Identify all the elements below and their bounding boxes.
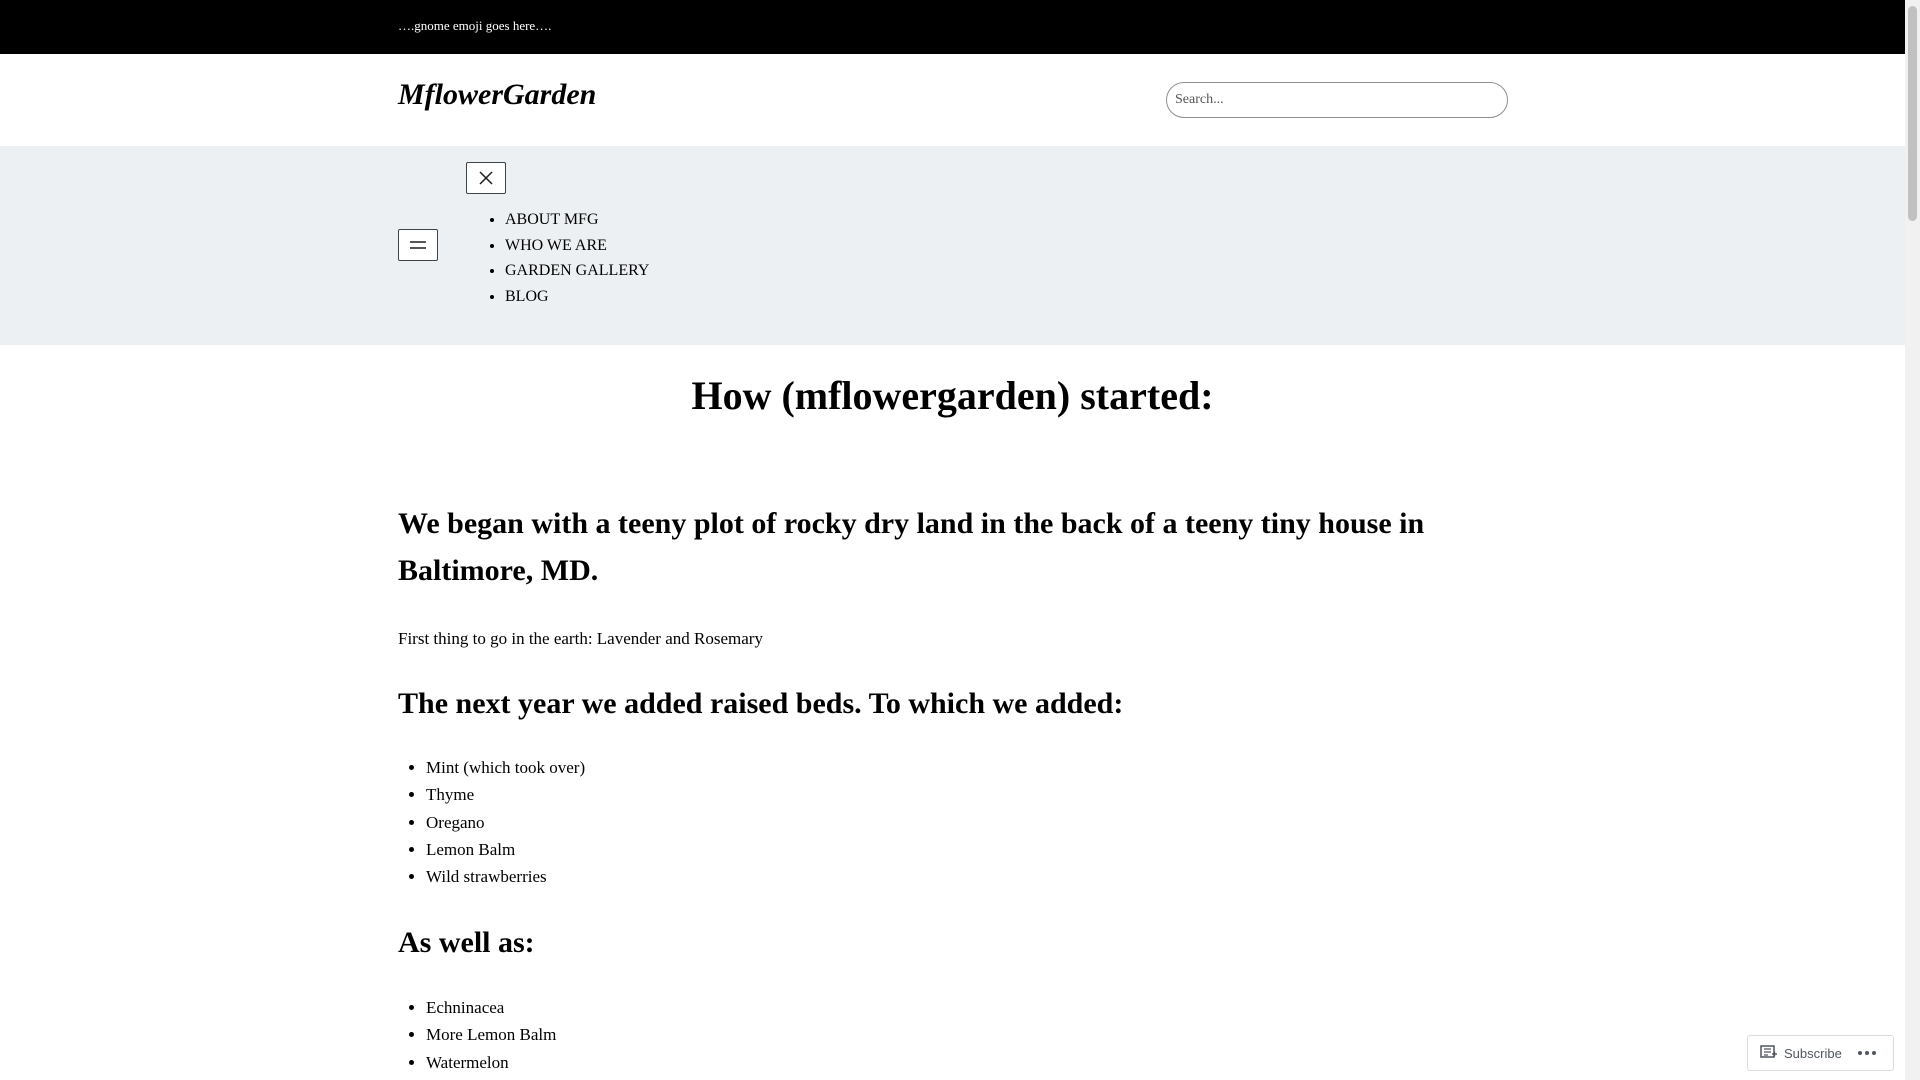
nav-link-garden-gallery[interactable]: GARDEN GALLERY [505,262,650,279]
scrollbar-thumb[interactable] [1908,6,1917,221]
heading-began: We began with a teeny plot of rocky dry land in the back of a teeny tiny house in Baltimore, MD. [398,507,1425,587]
nav-item-who-we-are [505,237,649,263]
site-title[interactable]: MflowerGarden [398,78,597,111]
list-item: • Watermelon [426,1051,556,1078]
subscribe-label: Subscribe [1784,1045,1842,1061]
close-icon [478,170,494,186]
open-menu-button[interactable] [398,229,438,261]
list-item: • Echninacea [426,996,556,1023]
close-menu-button[interactable] [466,162,506,194]
subscribe-button[interactable] [1748,1036,1850,1070]
nav-link-who-we-are[interactable]: WHO WE ARE [505,236,607,254]
search-input[interactable] [1166,82,1508,118]
nav-item-about-mfg [505,211,649,237]
top-announcement-bar [0,0,1905,54]
nav-item-blog [505,288,649,314]
heading-as-well-as: As well as: [398,926,535,959]
subscribe-bar [1747,1035,1894,1071]
menu-icon [409,239,427,251]
nav-link-about-mfg[interactable]: ABOUT MFG [505,211,599,228]
first-thing-paragraph: First thing to go in the earth: Lavender and Rosemary [398,629,763,648]
list-item: • Lemon Balm [426,838,585,865]
nav-item-garden-gallery [505,262,649,288]
announcement-text: ….gnome emoji goes here…. [398,18,552,33]
reader-icon [1760,1045,1778,1061]
list-item: • Oregano [426,811,585,838]
raised-beds-list [398,756,585,892]
navigation-band [0,146,1905,345]
nav-menu [505,211,649,313]
list-item: • More Lemon Balm [426,1023,556,1050]
heading-next-year: The next year we added raised beds. To which we added: [398,687,1124,720]
as-well-as-list [398,996,556,1078]
list-item: • Mint (which took over) [426,756,585,783]
nav-link-blog[interactable]: BLOG [505,287,549,305]
list-item: • Wild strawberries [426,865,585,892]
list-item: • Thyme [426,783,585,810]
page-title: How (mflowergarden) started: [691,373,1214,418]
page-scrollbar[interactable] [1905,0,1920,1080]
more-dots-icon[interactable] [1850,1036,1884,1070]
